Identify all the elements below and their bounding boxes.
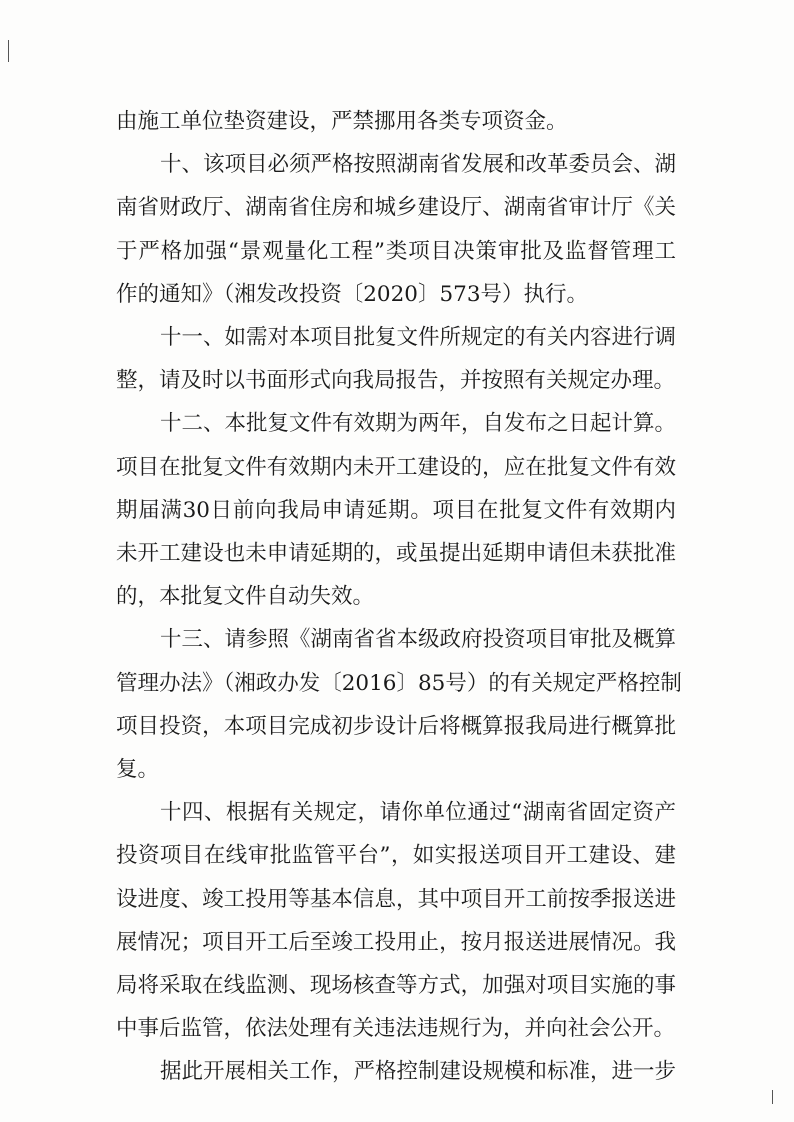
- text-line: 十三、请参照《湖南省省本级政府投资项目审批及概算: [160, 627, 677, 653]
- text-line: 于严格加强“景观量化工程”类项目决策审批及监督管理工: [116, 238, 676, 264]
- text-line: 十二、本批复文件有效期为两年，自发布之日起计算。: [160, 411, 677, 437]
- text-line: 十四、根据有关规定，请你单位通过“湖南省固定资产: [160, 800, 676, 826]
- text-line: 作的通知》（湘发改投资〔2020〕573号）执行。: [116, 281, 589, 307]
- text-line: 未开工建设也未申请延期的，或虽提出延期申请但未获批准: [116, 541, 676, 566]
- text-line: 十一、如需对本项目批复文件所规定的有关内容进行调: [160, 325, 677, 350]
- text-line: 据此开展相关工作，严格控制建设规模和标准，进一步: [160, 1059, 677, 1085]
- text-line: 项目投资，本项目完成初步设计后将概算报我局进行概算批: [116, 713, 676, 739]
- text-line: 复。: [116, 757, 160, 782]
- scan-edge-mark: [8, 40, 9, 62]
- text-line: 管理办法》（湘政办发〔2016〕85号）的有关规定严格控制: [116, 670, 682, 696]
- text-line: 十、该项目必须严格按照湖南省发展和改革委员会、湖: [160, 152, 677, 178]
- text-line: 的，本批复文件自动失效。: [116, 584, 375, 610]
- text-line: 局将采取在线监测、现场核查等方式，加强对项目实施的事: [116, 973, 676, 998]
- text-line: 南省财政厅、湖南省住房和城乡建设厅、湖南省审计厅《关: [116, 195, 676, 221]
- text-line: 设进度、竣工投用等基本信息，其中项目开工前按季报送进: [116, 886, 676, 912]
- text-line: 中事后监管，依法处理有关违法违规行为，并向社会公开。: [116, 1016, 676, 1042]
- text-line: 期届满30日前向我局申请延期。项目在批复文件有效期内: [116, 497, 676, 523]
- text-line: 项目在批复文件有效期内未开工建设的，应在批复文件有效: [116, 454, 676, 480]
- text-line: 整，请及时以书面形式向我局报告，并按照有关规定办理。: [116, 368, 676, 394]
- scan-edge-mark: [772, 1090, 773, 1104]
- text-line: 展情况；项目开工后至竣工投用止，按月报送进展情况。我: [116, 929, 676, 955]
- text-line: 由施工单位垫资建设，严禁挪用各类专项资金。: [116, 109, 568, 134]
- text-line: 投资项目在线审批监管平台”，如实报送项目开工建设、建: [116, 843, 676, 869]
